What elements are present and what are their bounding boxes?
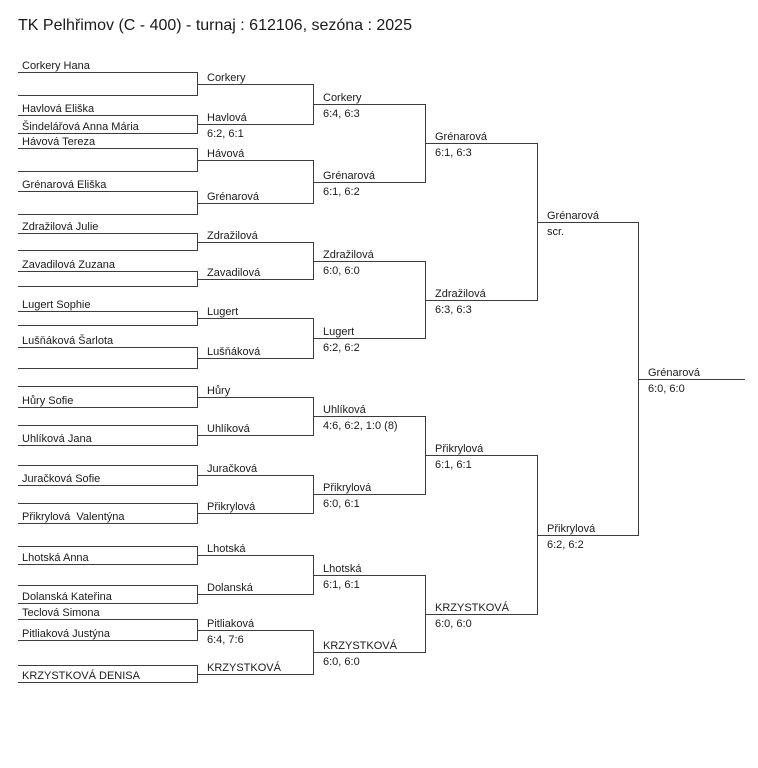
match-score: 6:0, 6:0: [435, 618, 472, 630]
winner-name: Přikrylová: [207, 501, 256, 513]
winner-name: Přikrylová: [435, 443, 484, 455]
winner-name: Pitliaková: [207, 618, 255, 630]
match-score: 6:1, 6:2: [323, 186, 360, 198]
winner-name: Grénarová: [207, 191, 259, 203]
winner-name: Přikrylová: [547, 523, 596, 535]
player-name: Zavadilová Zuzana: [22, 259, 115, 271]
winner-name: Uhlíková: [207, 423, 250, 435]
player-name: Lugert Sophie: [22, 299, 91, 311]
match-score: 6:0, 6:0: [323, 656, 360, 668]
player-name: Corkery Hana: [22, 60, 90, 72]
match-score: 6:2, 6:1: [207, 128, 244, 140]
winner-name: KRZYSTKOVÁ: [435, 602, 509, 614]
match-score: 6:1, 6:1: [435, 459, 472, 471]
winner-name: Hávová: [207, 148, 245, 160]
match-score: scr.: [547, 226, 565, 238]
match-score: 4:6, 6:2, 1:0 (8): [323, 420, 398, 432]
player-name: Šindelářová Anna Mária: [22, 121, 139, 133]
player-name: Havlová Eliška: [22, 103, 95, 115]
match-score: 6:2, 6:2: [547, 539, 584, 551]
match-score: 6:4, 7:6: [207, 634, 244, 646]
winner-name: Lušňáková: [207, 346, 261, 358]
winner-name: Lhotská: [323, 563, 362, 575]
winner-name: Grénarová: [547, 210, 599, 222]
player-name: Přikrylová Valentýna: [22, 511, 125, 523]
player-name: Juračková Sofie: [22, 473, 101, 485]
winner-name: KRZYSTKOVÁ: [207, 662, 281, 674]
player-name: Grénarová Eliška: [22, 179, 107, 191]
winner-name: Grénarová: [435, 131, 487, 143]
winner-name: Corkery: [323, 92, 362, 104]
winner-name: Corkery: [207, 72, 246, 84]
winner-name: Grénarová: [648, 367, 700, 379]
winner-name: Hůry: [207, 385, 231, 397]
player-name: Hávová Tereza: [22, 136, 96, 148]
player-name: Pitliaková Justýna: [22, 628, 111, 640]
winner-name: Havlová: [207, 112, 247, 124]
match-score: 6:1, 6:3: [435, 147, 472, 159]
match-score: 6:0, 6:1: [323, 498, 360, 510]
winner-name: Zdražilová: [323, 249, 374, 261]
winner-name: Zdražilová: [435, 288, 486, 300]
winner-name: Lugert: [323, 326, 355, 338]
winner-name: Lhotská: [207, 543, 246, 555]
winner-name: Uhlíková: [323, 404, 366, 416]
winner-name: Grénarová: [323, 170, 375, 182]
page-title: TK Pelhřimov (C - 400) - turnaj : 612106, sezóna : 2025: [18, 17, 412, 34]
player-name: Uhlíková Jana: [22, 433, 92, 445]
match-score: 6:3, 6:3: [435, 304, 472, 316]
player-name: Hůry Sofie: [22, 395, 74, 407]
winner-name: Přikrylová: [323, 482, 372, 494]
winner-name: KRZYSTKOVÁ: [323, 640, 397, 652]
match-score: 6:1, 6:1: [323, 579, 360, 591]
player-name: Teclová Simona: [22, 607, 100, 619]
player-name: Lušňáková Šarlota: [22, 335, 114, 347]
player-name: Dolanská Kateřina: [22, 591, 112, 603]
match-score: 6:0, 6:0: [323, 265, 360, 277]
winner-name: Zavadilová: [207, 267, 261, 279]
player-name: KRZYSTKOVÁ DENISA: [22, 670, 140, 682]
match-score: 6:2, 6:2: [323, 342, 360, 354]
winner-name: Dolanská: [207, 582, 253, 594]
winner-name: Zdražilová: [207, 230, 258, 242]
match-score: 6:0, 6:0: [648, 383, 685, 395]
winner-name: Lugert: [207, 306, 239, 318]
winner-name: Juračková: [207, 463, 258, 475]
match-score: 6:4, 6:3: [323, 108, 360, 120]
player-name: Zdražilová Julie: [22, 221, 99, 233]
player-name: Lhotská Anna: [22, 552, 89, 564]
